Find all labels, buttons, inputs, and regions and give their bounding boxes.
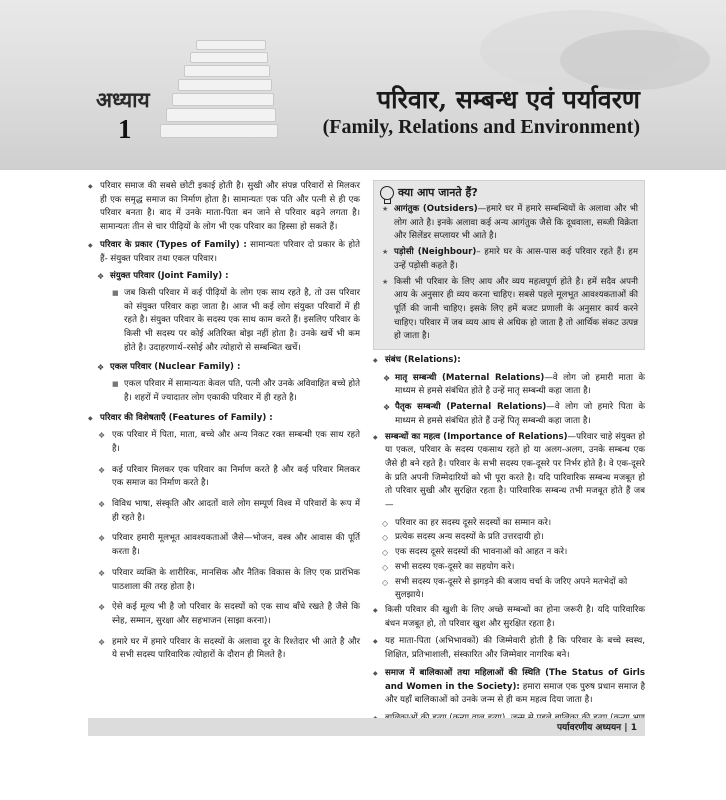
nuclear-family-heading: ❖ एकल परिवार (Nuclear Family) : <box>88 361 360 375</box>
relation-text: —वे लोग जो हमारे पिता के माध्यम से हमसे संबंधित होते हैं उन्हें पितृ सम्बन्धी कहा जाता है। <box>395 402 645 426</box>
relation-item <box>373 372 645 399</box>
book-illustration <box>196 40 266 50</box>
footer-page-label: पर्यावरणीय अध्ययन | 1 <box>556 723 637 733</box>
relation-text: —वे लोग जो हमारी माता के माध्यम से हमसे संबंधित होते है उन्हें मातृ सम्बन्धी कहा जाता है। <box>395 372 645 397</box>
chapter-title-english: (Family, Relations and Environment) <box>322 116 640 138</box>
joint-family-heading: ❖ संयुक्त परिवार (Joint Family) : <box>88 270 360 284</box>
relation-term: पैतृक सम्बन्धी (Paternal Relations) <box>395 402 547 413</box>
importance-text: —परिवार चाहे संयुक्त हो या एकल, परिवार के सदस्य एकसाथ रहते हो या अलग-अलग, उनके सम्बन्ध एक जैसे ही बने रहते है। परिवार के सभी सदस्य एक-दूसरे पर निर्भर होते है। वे एक-दूसरे के प्रति अपनी जिम्मेदारियों को भी पूरा करते है। यदि पारिवारिक सम्बन्ध मजबूत हो तो परिवार सुखी और सुरक्षित रहता है। पारिवारिक सम्बन्ध तभी मजबूत होते हैं जब— <box>385 431 646 511</box>
relation-term: मातृ सम्बन्धी (Maternal Relations) <box>395 372 545 383</box>
types-heading: परिवार के प्रकार (Types of Family) : <box>100 239 247 250</box>
hand-illustration <box>560 30 710 90</box>
feature-item: ❖ ऐसे कई मूल्य भी है जो परिवार के सदस्यों को एक साथ बाँधे रखते है जैसे कि स्नेह, सम्मान, सुरक्षा और सहभाजन (साझा करना)। <box>88 601 360 628</box>
feature-item: ❖ एक परिवार में पिता, माता, बच्चे और अन्य निकट रक्त सम्बन्धी एक साथ रहते है। <box>88 429 360 456</box>
book-illustration <box>172 93 274 106</box>
lightbulb-icon <box>380 186 394 200</box>
condition-item: ◇ सभी सदस्य एक-दूसरे से झगड़ने की बजाय चर्चा के जरिए अपने मतभेदों को सुलझाये। <box>373 576 645 603</box>
nuclear-family-text: ■ एकल परिवार में सामान्यतः केवल पति, पत्नी और उनके अविवाहित बच्चे होते है। शहरों में ज्यादातर लोग एकाकी परिवार में ही रहते है। <box>88 378 360 405</box>
box-item-term: आगंतुक (Outsiders) <box>394 204 478 214</box>
status-text: हमारा समाज एक पुरुष प्रधान समाज है और यहाँ बालिकाओं को उनके जन्म से ही कम महत्व दिया जाता है। <box>385 681 646 706</box>
chapter-label: अध्याय <box>96 87 150 112</box>
box-item <box>380 203 638 244</box>
book-illustration <box>178 79 272 91</box>
did-you-know-heading <box>380 185 638 201</box>
status-paragraph <box>373 667 645 708</box>
book-illustration <box>184 65 270 77</box>
feature-item: ❖ परिवार हमारी मूलभूत आवश्यकताओं जैसे—भोजन, वस्त्र और आवास की पूर्ति करता है। <box>88 532 360 559</box>
right-column <box>373 180 645 743</box>
status-heading: समाज में बालिकाओं तथा महिलाओं की स्थिति (The Status of Girls and Women in the Society): <box>385 667 645 692</box>
relation-item <box>373 401 645 428</box>
feature-item: ❖ विविध भाषा, संस्कृति और आदतों वाले लोग सम्पूर्ण विश्व में परिवारों के रूप में ही रहते है। <box>88 498 360 525</box>
book-illustration <box>160 124 278 138</box>
feature-item: ❖ हमारे घर में हमारे परिवार के सदस्यों के अलावा दूर के रिश्तेदार भी आते है और ये सभी सदस्य पारिवारिक त्योहारों के दौरान ही मिलते है। <box>88 636 360 663</box>
condition-item: ◇ एक सदस्य दूसरे सदस्यों की भावनाओं को आहत न करे। <box>373 546 645 560</box>
parents-paragraph: ◆ यह माता-पिता (अभिभावकों) की जिम्मेवारी होती है कि परिवार के बच्चे स्वस्थ, शिक्षित, प्रतिभाशाली, संस्कारित और जिम्मेवार नागरिक बने। <box>373 635 645 662</box>
types-paragraph <box>88 239 360 266</box>
chapter-header <box>0 0 726 170</box>
happiness-paragraph: ◆ किसी परिवार की खुशी के लिए अच्छे सम्बन्धों का होना जरूरी है। यदि पारिवारिक बंधन मजबूत हो, तो परिवार खुश और सुरक्षित रहता है। <box>373 604 645 631</box>
did-you-know-title: क्या आप जानते हैं? <box>398 186 478 199</box>
footer-bar <box>88 718 645 736</box>
did-you-know-box <box>373 180 645 350</box>
types-text: सामान्यतः परिवार दो प्रकार के होते हैं- संयुक्त परिवार तथा एकल परिवार। <box>100 239 360 264</box>
condition-item: ◇ परिवार का हर सदस्य दूसरे सदस्यों का सम्मान करे। <box>373 517 645 531</box>
feature-item: ❖ कई परिवार मिलकर एक परिवार का निर्माण करते है और कई परिवार मिलकर एक समाज का निर्माण करते है। <box>88 464 360 491</box>
joint-family-text: ■ जब किसी परिवार में कई पीढ़ियों के लोग एक साथ रहते है, तो उस परिवार को संयुक्त परिवार कहा जाता है। आज भी कई लोग संयुक्त परिवारों में ही रहते है। संयुक्त परिवार के सदस्य एक साथ काम करते हैं। इसलिए परिवार के किसी भी सदस्य पर कोई अतिरिक्त बोझ नहीं होता है। उनके खर्चे भी कम होते है। उदाहरणार्थ–रसोई और त्योहारो से सम्बन्धित खर्चे। <box>88 287 360 356</box>
chapter-title-hindi: परिवार, सम्बन्ध एवं पर्यावरण <box>376 85 640 114</box>
box-item-text: – हमारे घर के आस-पास कई परिवार रहते हैं। हम उन्हें पड़ोसी कहते हैं। <box>394 247 638 271</box>
chapter-number: 1 <box>118 114 132 144</box>
box-item-text: किसी भी परिवार के लिए आय और व्यय महत्वपूर्ण होते है। हमें सदैव अपनी आय के अनुसार ही व्यय करना चाहिए। सबसे पहले मूलभूत आवश्यकताओं की पूर्ति की जानी चाहिए। इसके लिए हमें बजट प्रणाली के अनुसार कार्य करने चाहिए। परिवार में जब व्यय आय से अधिक हो जाता है तो आर्थिक संकट उत्पन्न हो जाता है। <box>394 276 638 342</box>
importance-paragraph <box>373 431 645 513</box>
condition-item: ◇ प्रत्येक सदस्य अन्य सदस्यों के प्रति उत्तरदायी हो। <box>373 531 645 545</box>
book-illustration <box>190 52 268 63</box>
left-column <box>88 180 360 670</box>
box-item-text: —हमारे घर में हमारे सम्बन्धियों के अलावा और भी लोग आते है। इनके अलावा कई अन्य आगंतुक जैसे कि दूधवाला, सब्जी विक्रेता और सिलेंडर सप्लायर भी आते है। <box>394 204 638 242</box>
box-item <box>380 276 638 345</box>
relations-heading: ◆ संबंध (Relations): <box>373 354 645 368</box>
box-item <box>380 246 638 273</box>
importance-heading: सम्बन्धों का महत्व (Importance of Relations) <box>385 431 568 442</box>
condition-item: ◇ सभी सदस्य एक-दूसरे का सहयोग करे। <box>373 561 645 575</box>
book-illustration <box>166 108 276 122</box>
features-heading: ◆ परिवार की विशेषताएँ (Features of Family) : <box>88 412 360 426</box>
feature-item: ❖ परिवार व्यक्ति के शारीरिक, मानसिक और नैतिक विकास के लिए एक प्रारंभिक पाठशाला की तरह होता है। <box>88 567 360 594</box>
intro-paragraph: ◆ परिवार समाज की सबसे छोटी इकाई होती है। सुखी और संपन्न परिवारों से मिलकर ही एक समृद्ध समाज का निर्माण होता है। सामान्यतः एक पति और पत्नी से ही एक परिवार बनता है। बाद में उनके माता-पिता बन जाने से परिवार बढ़ने लगता है। सामान्यतः तीन से चार पीढ़ियों के लोग भी एक परिवार का हिस्सा हो सकते हैं। <box>88 180 360 235</box>
box-item-term: पड़ोसी (Neighbour) <box>394 247 477 258</box>
